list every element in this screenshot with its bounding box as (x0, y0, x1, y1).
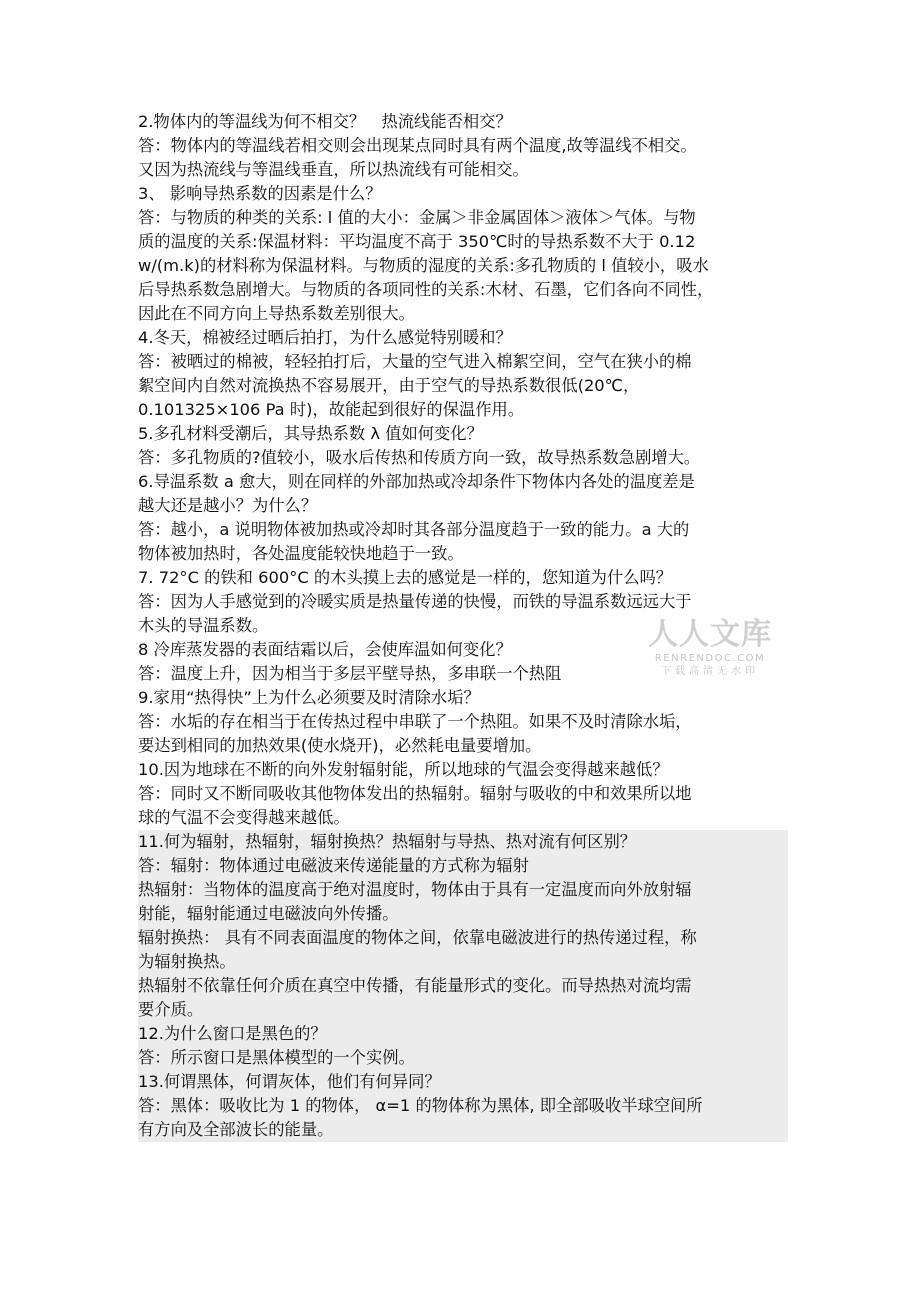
answer-11-line-2: 热辐射：当物体的温度高于绝对温度时，物体由于具有一定温度而向外放射辐 (138, 880, 692, 899)
answer-13-line-1: 答：黑体：吸收比为 1 的物体， α=1 的物体称为黑体, 即全部吸收半球空间所 (138, 1096, 703, 1115)
answer-11-line-1: 答：辐射：物体通过电磁波来传递能量的方式称为辐射 (138, 856, 529, 875)
question-12: 12.为什么窗口是黑色的？ (138, 1024, 327, 1043)
answer-7-line-2: 木头的导温系数。 (138, 616, 269, 635)
question-10: 10.因为地球在不断的向外发射辐射能，所以地球的气温会变得越来越低？ (138, 760, 669, 779)
answer-12: 答：所示窗口是黑体模型的一个实例。 (138, 1048, 415, 1067)
question-13: 13.何谓黑体，何谓灰体，他们有何异同？ (138, 1072, 441, 1091)
question-8: 8 冷库蒸发器的表面结霜以后，会使库温如何变化？ (138, 640, 512, 659)
plain-section (138, 110, 788, 830)
answer-9-line-1: 答：水垢的存在相当于在传热过程中串联了一个热阻。如果不及时清除水垢， (138, 712, 692, 731)
answer-11-line-5: 为辐射换热。 (138, 952, 236, 971)
question-4: 4.冬天，棉被经过晒后拍打，为什么感觉特别暖和？ (138, 328, 512, 347)
answer-6-line-1: 答：越小，a 说明物体被加热或冷却时其各部分温度趋于一致的能力。a 大的 (138, 520, 690, 539)
question-3: 3、 影响导热系数的因素是什么？ (138, 184, 382, 203)
answer-3-line-2: 质的温度的关系:保温材料：平均温度不高于 350℃时的导热系数不大于 0.12 (138, 232, 696, 251)
question-11: 11.何为辐射，热辐射，辐射换热？热辐射与导热、热对流有何区别？ (138, 832, 637, 851)
answer-11-line-6: 热辐射不依靠任何介质在真空中传播，有能量形式的变化。而导热热对流均需 (138, 976, 692, 995)
answer-4-line-2: 絮空间内自然对流换热不容易展开，由于空气的导热系数很低(20℃， (138, 376, 640, 395)
question-5: 5.多孔材料受潮后，其导热系数 λ 值如何变化？ (138, 424, 483, 443)
answer-10-line-2: 球的气温不会变得越来越低。 (138, 808, 350, 827)
question-2: 2.物体内的等温线为何不相交？ 热流线能否相交？ (138, 112, 512, 131)
answer-3-line-5: 因此在不同方向上导热系数差别很大。 (138, 304, 415, 323)
answer-3-line-3: w/(m.k)的材料称为保温材料。与物质的湿度的关系:多孔物质的 l 值较小，吸水 (138, 256, 709, 275)
shaded-section (138, 830, 788, 1142)
answer-3-line-1: 答：与物质的种类的关系: l 值的大小：金属＞非金属固体＞液体＞气体。与物 (138, 208, 696, 227)
answer-9-line-2: 要达到相同的加热效果(使水烧开)，必然耗电量要增加。 (138, 736, 542, 755)
watermark-logo (640, 618, 780, 679)
answer-11-line-7: 要介质。 (138, 1000, 204, 1019)
answer-8: 答：温度上升，因为相当于多层平壁导热，多串联一个热阻 (138, 664, 562, 683)
question-9: 9.家用“热得快”上为什么必须要及时清除水垢？ (138, 688, 480, 707)
answer-11-line-4: 辐射换热： 具有不同表面温度的物体之间，依靠电磁波进行的热传递过程，称 (138, 928, 697, 947)
answer-5: 答：多孔物质的?值较小，吸水后传热和传质方向一致，故导热系数急剧增大。 (138, 448, 701, 467)
question-6-line-1: 6.导温系数 a 愈大，则在同样的外部加热或冷却条件下物体内各处的温度差是 (138, 472, 695, 491)
watermark-domain: RENRENDOC.COM (654, 653, 766, 664)
answer-6-line-2: 物体被加热时，各处温度能较快地趋于一致。 (138, 544, 464, 563)
question-6-line-2: 越大还是越小？为什么？ (138, 496, 318, 515)
answer-4-line-1: 答：被晒过的棉被，轻轻拍打后，大量的空气进入棉絮空间，空气在狭小的棉 (138, 352, 692, 371)
answer-3-line-4: 后导热系数急剧增大。与物质的各项同性的关系:木材、石墨，它们各向不同性， (138, 280, 714, 299)
answer-2-line-2: 又因为热流线与等温线垂直，所以热流线有可能相交。 (138, 160, 529, 179)
answer-4-line-3: 0.101325×106 Pa 时)，故能起到很好的保温作用。 (138, 400, 525, 419)
answer-10-line-1: 答：同时又不断同吸收其他物体发出的热辐射。辐射与吸收的中和效果所以地 (138, 784, 692, 803)
answer-2-line-1: 答：物体内的等温线若相交则会出现某点同时具有两个温度,故等温线不相交。 (138, 136, 697, 155)
answer-13-line-2: 有方向及全部波长的能量。 (138, 1120, 334, 1139)
answer-7-line-1: 答：因为人手感觉到的冷暖实质是热量传递的快慢，而铁的导温系数远远大于 (138, 592, 692, 611)
watermark-subtitle: 下载高清无水印 (661, 666, 759, 677)
answer-11-line-3: 射能，辐射能通过电磁波向外传播。 (138, 904, 399, 923)
question-7: 7. 72°C 的铁和 600°C 的木头摸上去的感觉是一样的，您知道为什么吗？ (138, 568, 673, 587)
watermark-title: 人人文库 (648, 617, 772, 652)
